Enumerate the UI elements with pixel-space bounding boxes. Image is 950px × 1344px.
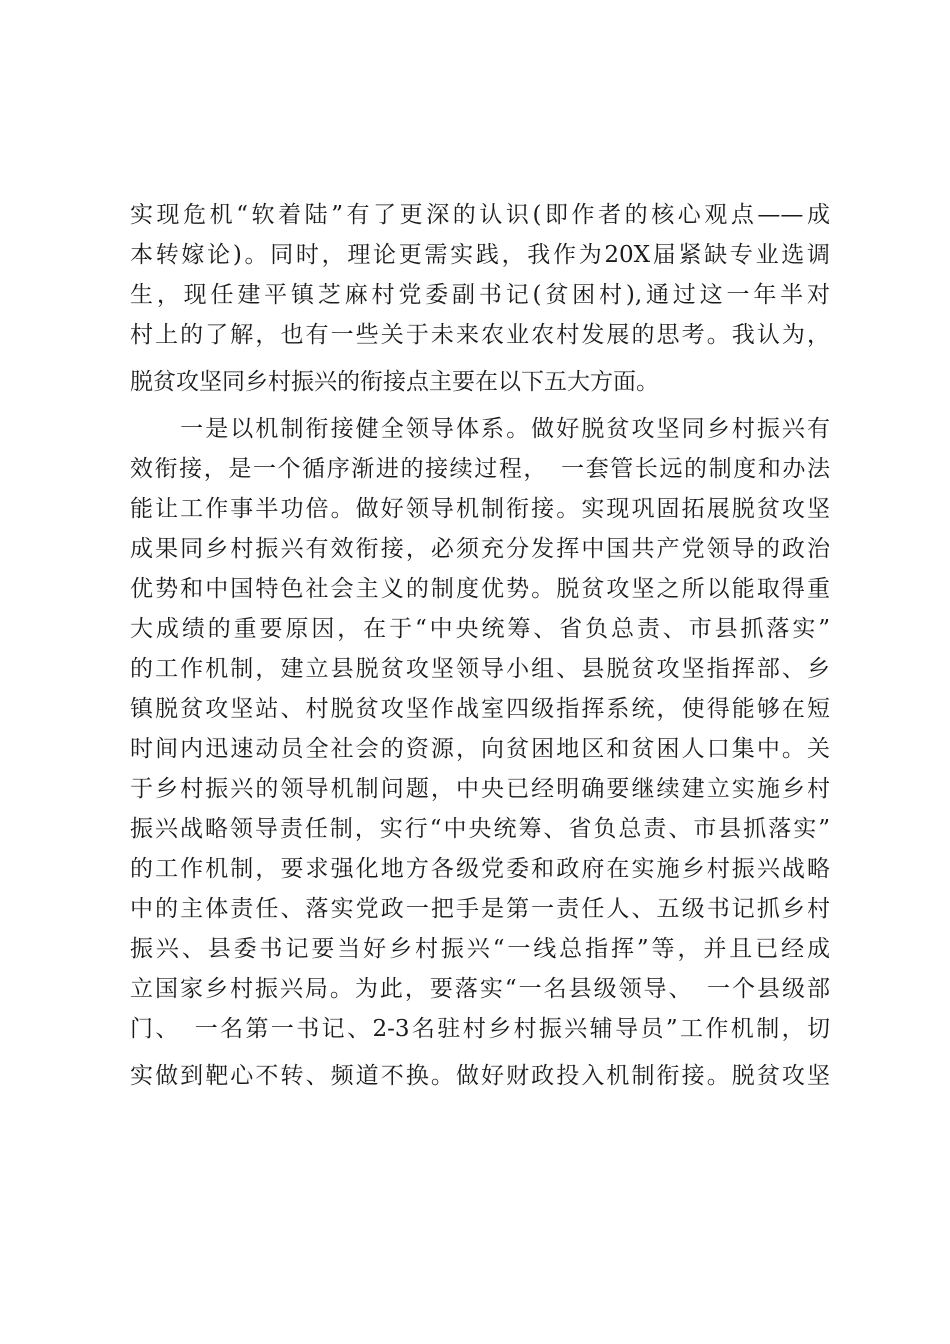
paragraph-first-line: 一是以机制衔接健全领导体系。做好脱贫攻坚同乡村振兴有 <box>130 416 830 442</box>
text-line: 本转嫁论)。同时，理论更需实践，我作为20X届紧缺专业选调 <box>130 242 830 268</box>
text-line: 镇脱贫攻坚站、村脱贫攻坚作战室四级指挥系统，使得能够在短 <box>130 696 830 722</box>
text-line: 门、 一名第一书记、2-3名驻村乡村振兴辅导员”工作机制，切 <box>130 1016 830 1042</box>
text-line: 的工作机制，要求强化地方各级党委和政府在实施乡村振兴战略 <box>130 856 830 882</box>
text-line: 生，现任建平镇芝麻村党委副书记(贫困村),通过这一年半对 <box>130 282 830 308</box>
text-line: 成果同乡村振兴有效衔接，必须充分发挥中国共产党领导的政治 <box>130 536 830 562</box>
text-line: 立国家乡村振兴局。为此，要落实“一名县级领导、 一个县级部 <box>130 976 830 1002</box>
text-line: 时间内迅速动员全社会的资源，向贫困地区和贫困人口集中。关 <box>130 736 830 762</box>
text-line: 效衔接，是一个循序渐进的接续过程， 一套管长远的制度和办法 <box>130 456 830 482</box>
text-line: 村上的了解，也有一些关于未来农业农村发展的思考。我认为， <box>130 322 830 348</box>
text-line: 大成绩的重要原因，在于“中央统筹、省负总责、市县抓落实” <box>130 616 830 642</box>
text-line: 脱贫攻坚同乡村振兴的衔接点主要在以下五大方面。 <box>130 369 659 395</box>
text-line: 振兴战略领导责任制，实行“中央统筹、省负总责、市县抓落实” <box>130 816 830 842</box>
text-line: 实现危机“软着陆”有了更深的认识(即作者的核心观点——成 <box>130 202 830 228</box>
text-line: 实做到靶心不转、频道不换。做好财政投入机制衔接。脱贫攻坚 <box>130 1063 830 1089</box>
text-line: 优势和中国特色社会主义的制度优势。脱贫攻坚之所以能取得重 <box>130 576 830 602</box>
text-line: 能让工作事半功倍。做好领导机制衔接。实现巩固拓展脱贫攻坚 <box>130 496 830 522</box>
text-line: 于乡村振兴的领导机制问题，中央已经明确要继续建立实施乡村 <box>130 776 830 802</box>
text-line: 中的主体责任、落实党政一把手是第一责任人、五级书记抓乡村 <box>130 896 830 922</box>
text-line: 的工作机制，建立县脱贫攻坚领导小组、县脱贫攻坚指挥部、乡 <box>130 656 830 682</box>
text-line: 振兴、县委书记要当好乡村振兴“一线总指挥”等，并且已经成 <box>130 936 830 962</box>
